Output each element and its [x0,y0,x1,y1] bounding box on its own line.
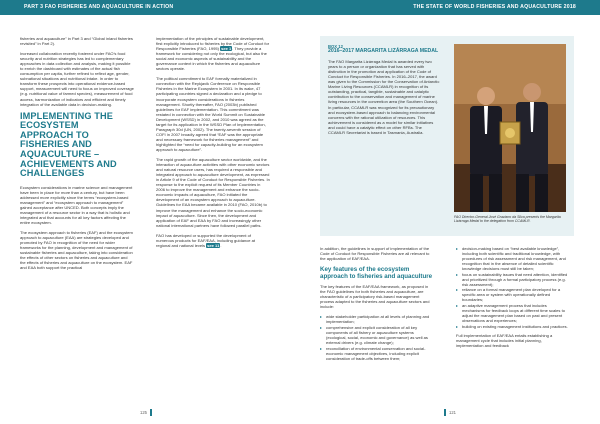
left-page-footer [140,409,152,416]
award-ceremony-photo [454,44,566,212]
subheading: Key features of the ecosystem approach to fisheries and aquaculture [320,266,433,281]
section-heading: IMPLEMENTING THE ECOSYSTEM APPROACH TO FISHERIES AND AQUACULTURE – ACHIEVEMENTS AND CHALLENGES [20,110,117,179]
box-text [328,44,440,139]
list-item: ▸ comprehensive and explicit consideration of all key components of all fishery or aquaculture systems (ecological, social, economic and governance) as well as external drivers (e.g. climate change); [320,325,434,345]
footer-bar [150,409,152,416]
feature-list-right [456,246,570,329]
paragraph: The rapid growth of the aquaculture sector worldwide, and the interaction of aquaculture activities with other economic sectors and natural resource users, has required a responsible and integrated approach to aquaculture development, as expressed in Article 9 of the Code of Conduct for Responsible Fisheries. In response to the explicit request of its Member Countries in 2006 to improve the management and enhance the socio-economic impacts of aquaculture, FAO initiated the development of an ecosystem approach to aquaculture. Guidelines for EAA became available in 2010 (FAO, 2010b) to improve the management and enhance the socio-economic impact of aquaculture. Since then, the development and application of EAF and EAA by FAO and increasingly other national international partners have followed parallel paths. [156,157,270,228]
paragraph: Increased collaboration recently fostered under FAO’s food security and nutrition strategies has led to complementary approaches in data collection and analysis, making it possible to enrich the dashboard with estimates of the actual fish consumption per capita, further refined to reflect age, gender, subnational situations and nutritional intake. In order to transform these prospects into operational evidence-based support, measurement will need to focus on improved coverage (e.g. nutritional value of farmed species), measurement of food access, harmonization of indicators and efficient and timely integration of the available data in decision-making. [20,51,134,107]
paragraph [156,36,270,71]
paragraph: The political commitment to EAF formally materialized in connection with the Reykjavik Conference on Responsible Fisheries in the Marine Ecosystem in 2001. In its wake, 47 participating countries signed a declaration and a pledge to incorporate ecosystem considerations in fisheries management. Shortly thereafter, FAO (2003b) published guidelines for EAF implementation. This commitment was restated in connection with the World Summit on Sustainable Development (WSSD) in 2002, and 2010 was agreed as the target for its application in the WSSD Plan of Implementation, Paragraph 30d (UN, 2002). The twenty-seventh session of COFI in 2007 broadly agreed that “EAF was the appropriate and necessary framework for fisheries management” and highlighted the “need for capacity-building for an ecosystem approach to aquaculture”. [156,76,266,152]
right-page-footer [444,409,456,416]
paragraph-text: . [220,242,222,248]
right-column-1 [320,246,434,365]
cross-reference-link[interactable]: see 11 [207,242,220,248]
list-item: ▸ reconciliation of environmental conservation and social-economic management objectives, including explicit consideration of trade-offs between them; [320,346,434,361]
right-page [300,0,600,424]
paragraph: The key features of the EAF/EAA framework, as proposed in the FAO guidelines for both fisheries and aquaculture, are characteristic of a participatory risk-based management process adapted to the fisheries and aquaculture sectors and include: [320,284,430,310]
page-number: 125 [140,410,147,415]
paragraph-text: FAO has developed or supported the development of numerous products for EAF/EAA, including guidance at regional and national levels [156,232,255,248]
award-photo-illustration [454,44,566,212]
box-label: BOX 12 [328,44,343,49]
right-column-2 [456,246,570,353]
left-column-2 [156,36,270,253]
list-item: ▸ focus on sustainability issues that need attention, identified and prioritized through a formal participatory process (e.g. risk assessment); [456,272,570,287]
feature-list-left [320,314,434,360]
list-item: ▸ an adaptive management process that includes mechanisms for feedback loops at different time scales to adjust the management plan based on past and present observations and experiences; [456,303,570,323]
paragraph-text: . They provide a framework for considering not only the ecological, but also the social and economic aspects of sustainability and the governance context in which the fisheries and aquaculture sectors operate. [156,46,267,72]
paragraph: In addition, the guidelines in support of implementation of the Code of Conduct for Responsible Fisheries are all relevant to the application of EAF/EAA. [320,246,430,262]
photo-caption: FAO Director-General José Graziano da Silva presents the Margarita Lizárraga Medal to the delegation from CCAMLR. [454,215,561,224]
left-page-header: PART 3 FAO FISHERIES AND AQUACULTURE IN ACTION [0,0,300,15]
box-title: 2016–2017 MARGARITA LIZÁRRAGA MEDAL [328,48,439,55]
paragraph [156,233,270,248]
cross-reference-link[interactable]: see 1 [221,46,232,52]
paragraph-text: implementation of the principles of sustainable development, first explicitly introduced to fisheries by the Code of Conduct for Responsible Fisheries (FAO, 1995) [156,36,270,52]
paragraph: Full implementation of EAF/EAA entails establishing a management cycle that includes initial planning, implementation and feedback [456,332,553,348]
box-12 [320,36,574,236]
list-item: ▸ building on existing management institutions and practices. [456,324,570,329]
list-item: ▸ decision-making based on “best available knowledge”, including both scientific and traditional knowledge, with procedures of risk assessment and risk management, and recognition that in the absence of detailed scientific knowledge decisions must still be taken; [456,246,570,271]
page-number: 121 [449,410,456,415]
paragraph: The ecosystem approach to fisheries (EAF) and the ecosystem approach to aquaculture (EAA) are strategies developed and promoted by FAO in recognition of the need for wider frameworks for the planning, development and management of sustainable fisheries and aquaculture, taking into consideration the effects of other sectors on fisheries and aquaculture and the effects of fisheries and aquaculture on the ecosystem. EAF and EAA both support the practical [20,230,133,271]
right-page-header: THE STATE OF WORLD FISHERIES AND AQUACULTURE 2018 [300,0,600,15]
left-column-1 [20,36,134,276]
paragraph: fisheries and aquaculture” in Part 3 and “Global inland fisheries revisited” in Part 2). [20,36,133,47]
paragraph: Ecosystem considerations in marine science and management have been in place for more than a century, but have been addressed more explicitly since the terms “ecosystem-based management” and “ecosystem approach to management” gained acceptance after UNCED. Both concepts imply the management of a resource sector in a way that is holistic and integrated and that accounts for all key factors affecting the entire ecosystem. [20,184,133,226]
footer-bar [444,409,446,416]
list-item: ▸ wide stakeholder participation at all levels of planning and implementation; [320,314,434,324]
box-paragraph: The FAO Margarita Lizárraga Medal is awarded every two years to a person or organization that has served with distinction in the promotion and application of the Code of Conduct for Responsible Fisheries. In 2016–2017, the award was given to the Commission for the Conservation of Antarctic Marine Living Resources (CCAMLR) in recognition of its outstanding, practical, tangible, sustainable and catalytic contribution to the conservation and management of marine living resources in the convention area (the Southern Ocean). In particular, CCAMLR was recognized for its precautionary and ecosystem-based approach to balancing environmental concerns with the rational utilization of resources. This achievement is considered as a model for similar initiatives and could have a catalytic effect on other RFBs. The CCAMLR Secretariat is based in Tasmania, Australia. [328,59,440,135]
list-item: ▸ reliance on a formal management plan developed for a specific area or system with operationally defined boundaries; [456,287,570,302]
